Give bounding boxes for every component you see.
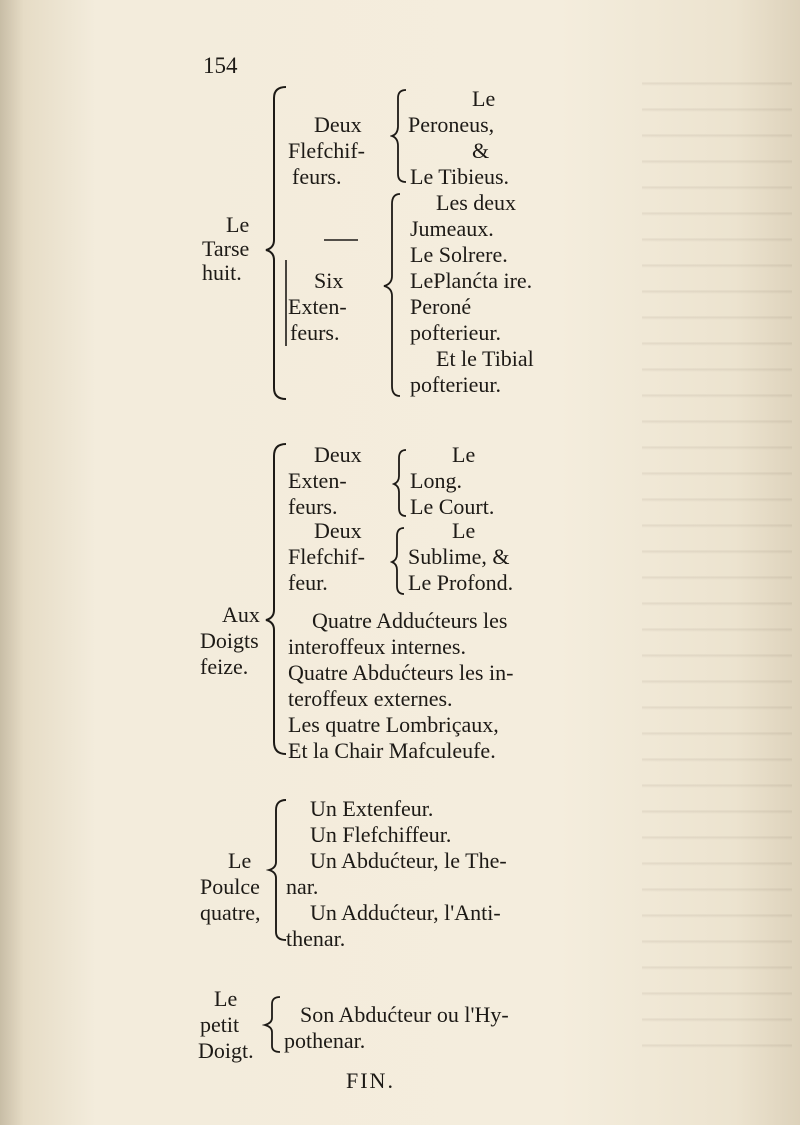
doigts-line-1: Quatre Addućteurs les (312, 608, 508, 633)
poulce-line-5: Un Addućteur, l'Anti- (310, 900, 501, 925)
doigts-g1-brace (392, 446, 410, 520)
tarse-g2-item-2: Jumeaux. (410, 216, 494, 241)
doigts-brace (262, 440, 290, 760)
tarse-g2-item-5: Peroné (410, 294, 472, 319)
bleed-through-text (642, 60, 792, 1060)
doigts-label-2: Doigts (200, 628, 259, 653)
doigts-g1-item-1: Le (452, 442, 476, 467)
petit-doigt-label-1: Le (214, 986, 238, 1011)
poulce-label-1: Le (228, 848, 252, 873)
tarse-g2-label-1: Six (314, 268, 344, 293)
tarse-g1-label-1: Deux (314, 112, 362, 137)
poulce-line-3: Un Abdućteur, le The- (310, 848, 507, 873)
tarse-g2-item-3: Le Solrere. (410, 242, 508, 267)
tarse-g1-item-1: Le (472, 86, 496, 111)
tarse-dash (322, 234, 362, 244)
doigts-g2-item-2: Sublime, & (408, 544, 510, 569)
doigts-g1-label-2: Exten- (288, 468, 347, 493)
tarse-g2-label-3: feurs. (290, 320, 340, 345)
tarse-g1-item-4: Le Tibieus. (410, 164, 510, 189)
doigts-g2-item-3: Le Profond. (408, 570, 514, 595)
petit-doigt-line-2: pothenar. (284, 1028, 366, 1053)
doigts-g1-label-3: feurs. (288, 494, 338, 519)
tarse-label-3: huit. (202, 260, 242, 285)
doigts-g2-item-1: Le (452, 518, 476, 543)
tarse-label-2: Tarse (202, 236, 250, 261)
tarse-brace (262, 84, 292, 404)
doigts-line-2: interoffeux internes. (288, 634, 466, 659)
poulce-line-6: thenar. (286, 926, 346, 951)
tarse-g2-item-1: Les deux (436, 190, 517, 215)
petit-doigt-line-1: Son Abdućteur ou l'Hy- (300, 1002, 509, 1027)
poulce-line-1: Un Extenfeur. (310, 796, 434, 821)
doigts-g1-label-1: Deux (314, 442, 362, 467)
doigts-line-4: teroffeux externes. (288, 686, 453, 711)
poulce-brace (266, 796, 290, 946)
tarse-g1-item-2: Peroneus, (408, 112, 495, 137)
petit-doigt-label-2: petit (200, 1012, 240, 1037)
fin-text: FIN. (346, 1068, 395, 1093)
poulce-label-3: quatre, (200, 900, 261, 925)
tarse-g1-label-2: Flefchif- (288, 138, 365, 163)
doigts-label-3: feize. (200, 654, 249, 679)
petit-doigt-label-3: Doigt. (198, 1038, 254, 1063)
doigts-g1-item-3: Le Court. (410, 494, 495, 519)
doigts-line-3: Quatre Abdućteurs les in- (288, 660, 514, 685)
tarse-g2-rule (280, 258, 292, 348)
tarse-g2-brace (382, 190, 406, 402)
doigts-g1-item-2: Long. (410, 468, 462, 493)
doigts-label-1: Aux (222, 602, 260, 627)
petit-doigt-brace (262, 994, 284, 1056)
poulce-line-4: nar. (286, 874, 319, 899)
tarse-g1-item-3: & (472, 138, 490, 163)
poulce-label-2: Poulce (200, 874, 260, 899)
doigts-g2-label-1: Deux (314, 518, 362, 543)
tarse-g1-label-3: feurs. (292, 164, 342, 189)
tarse-g2-item-8: pofterieur. (410, 372, 502, 397)
tarse-g2-item-6: pofterieur. (410, 320, 502, 345)
tarse-g2-label-2: Exten- (288, 294, 347, 319)
doigts-line-6: Et la Chair Mafculeufe. (288, 738, 496, 763)
poulce-line-2: Un Flefchiffeur. (310, 822, 452, 847)
page-number: 154 (203, 53, 238, 78)
tarse-g2-item-4: LePlanćta ire. (410, 268, 533, 293)
tarse-label-1: Le (226, 212, 250, 237)
doigts-g2-brace (390, 524, 408, 598)
doigts-g2-label-3: feur. (288, 570, 328, 595)
tarse-g2-item-7: Et le Tibial (436, 346, 534, 371)
doigts-line-5: Les quatre Lombriçaux, (288, 712, 499, 737)
doigts-g2-label-2: Flefchif- (288, 544, 365, 569)
